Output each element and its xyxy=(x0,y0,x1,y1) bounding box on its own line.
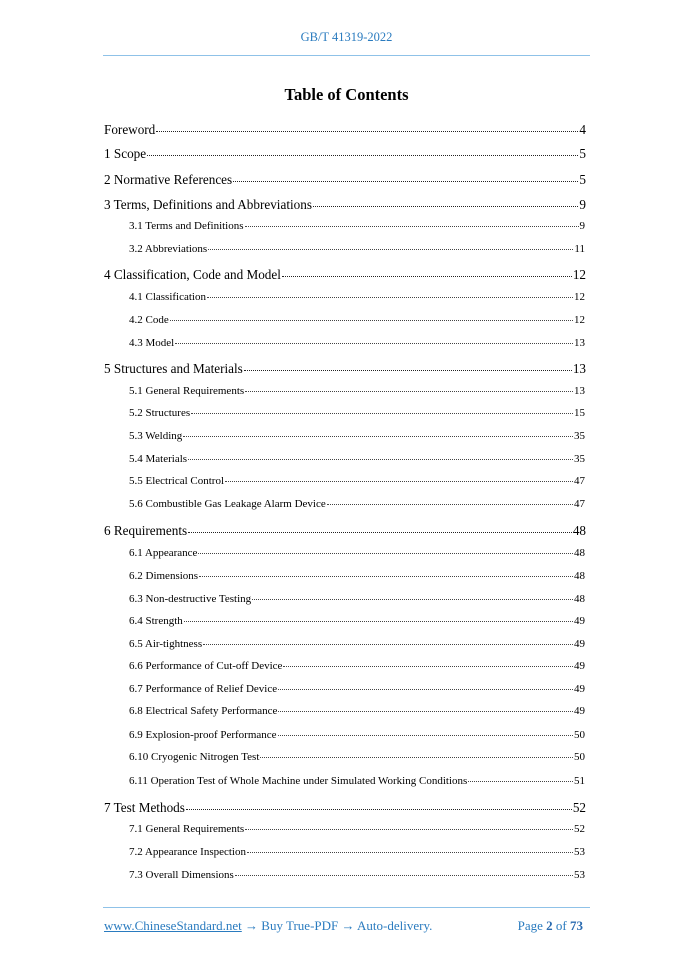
page-label: Page xyxy=(517,918,543,933)
toc-entry-page: 5 xyxy=(579,146,586,161)
toc-entry-page: 48 xyxy=(574,547,585,559)
toc-entry-page: 12 xyxy=(574,314,585,326)
toc-dot-leader xyxy=(184,621,573,622)
toc-entry-title: 5.5 Electrical Control xyxy=(129,475,224,487)
toc-entry-page: 13 xyxy=(572,361,586,376)
toc-entry-page: 48 xyxy=(574,593,585,605)
toc-section-entry[interactable] xyxy=(104,173,586,186)
toc-entry-title: 6.7 Performance of Relief Device xyxy=(129,683,278,695)
toc-entry-title: 6.6 Performance of Cut-off Device xyxy=(129,660,283,672)
toc-entry-title: 3.2 Abbreviations xyxy=(129,243,208,255)
toc-entry-title: 5 Structures and Materials xyxy=(104,361,243,376)
toc-entry-title: 3 Terms, Definitions and Abbreviations xyxy=(104,197,312,212)
toc-entry-page: 53 xyxy=(574,869,585,881)
toc-dot-leader xyxy=(468,781,573,782)
toc-dot-leader xyxy=(188,459,573,460)
toc-entry-page: 53 xyxy=(574,846,585,858)
toc-section-entry[interactable] xyxy=(104,801,586,814)
toc-entry-page: 51 xyxy=(574,775,585,787)
toc-entry-title: 2 Normative References xyxy=(104,172,233,187)
toc-subsection-entry[interactable] xyxy=(129,338,585,349)
page-title: Table of Contents xyxy=(284,85,409,104)
toc-entry-title: 5.6 Combustible Gas Leakage Alarm Device xyxy=(129,498,326,510)
toc-subsection-entry[interactable] xyxy=(129,776,585,787)
website-link[interactable]: www.ChineseStandard.net xyxy=(104,918,242,933)
toc-section-entry[interactable] xyxy=(104,362,586,375)
toc-entry-title: 7.2 Appearance Inspection xyxy=(129,846,246,858)
toc-entry-page: 49 xyxy=(574,705,585,717)
promo-text: → Buy True-PDF → Auto-delivery. xyxy=(241,918,433,933)
toc-subsection-entry[interactable] xyxy=(129,616,585,627)
toc-entry-title: 5.3 Welding xyxy=(129,430,183,442)
footer-divider xyxy=(103,907,590,908)
toc-subsection-entry[interactable] xyxy=(129,454,585,465)
toc-dot-leader xyxy=(278,735,573,736)
toc-entry-page: 49 xyxy=(574,660,585,672)
toc-subsection-entry[interactable] xyxy=(129,706,585,717)
toc-subsection-entry[interactable] xyxy=(129,408,585,419)
toc-section-entry[interactable] xyxy=(104,123,586,136)
toc-dot-leader xyxy=(252,599,573,600)
toc-entry-title: 4.3 Model xyxy=(129,337,175,349)
toc-dot-leader xyxy=(327,504,573,505)
toc-subsection-entry[interactable] xyxy=(129,571,585,582)
toc-dot-leader xyxy=(245,391,573,392)
toc-dot-leader xyxy=(175,343,573,344)
toc-entry-page: 49 xyxy=(574,615,585,627)
toc-dot-leader xyxy=(170,320,573,321)
toc-entry-page: 47 xyxy=(574,498,585,510)
toc-subsection-entry[interactable] xyxy=(129,221,585,232)
toc-entry-page: 49 xyxy=(574,683,585,695)
toc-dot-leader xyxy=(207,297,573,298)
toc-dot-leader xyxy=(278,711,573,712)
total-pages: 73 xyxy=(570,918,583,933)
toc-dot-leader xyxy=(233,181,578,182)
toc-subsection-entry[interactable] xyxy=(129,315,585,326)
toc-dot-leader xyxy=(191,413,573,414)
toc-dot-leader xyxy=(199,576,573,577)
toc-entry-page: 11 xyxy=(574,243,585,255)
toc-dot-leader xyxy=(183,436,573,437)
toc-entry-page: 12 xyxy=(574,291,585,303)
toc-entry-title: 5.4 Materials xyxy=(129,453,188,465)
page-indicator xyxy=(518,918,583,934)
toc-subsection-entry[interactable] xyxy=(129,730,585,741)
toc-subsection-entry[interactable] xyxy=(129,431,585,442)
toc-section-entry[interactable] xyxy=(104,268,586,281)
toc-subsection-entry[interactable] xyxy=(129,639,585,650)
toc-entry-page: 49 xyxy=(574,638,585,650)
toc-dot-leader xyxy=(283,666,573,667)
toc-section-entry[interactable] xyxy=(104,147,586,160)
toc-entry-title: 4 Classification, Code and Model xyxy=(104,267,281,282)
toc-entry-title: 5.2 Structures xyxy=(129,407,191,419)
header-standard-id: GB/T 41319-2022 xyxy=(300,30,393,44)
toc-dot-leader xyxy=(245,226,579,227)
toc-entry-title: 1 Scope xyxy=(104,146,147,161)
toc-subsection-entry[interactable] xyxy=(129,548,585,559)
toc-subsection-entry[interactable] xyxy=(129,244,585,255)
toc-entry-page: 50 xyxy=(574,729,585,741)
toc-entry-page: 9 xyxy=(579,197,586,212)
toc-dot-leader xyxy=(245,829,573,830)
toc-entry-page: 13 xyxy=(574,337,585,349)
toc-dot-leader xyxy=(156,131,578,132)
toc-entry-title: 6.2 Dimensions xyxy=(129,570,199,582)
toc-dot-leader xyxy=(313,206,578,207)
toc-entry-page: 48 xyxy=(572,523,586,538)
footer-promo xyxy=(104,918,432,934)
toc-subsection-entry[interactable] xyxy=(129,499,585,510)
toc-entry-title: 6.3 Non-destructive Testing xyxy=(129,593,252,605)
toc-entry-title: 6.5 Air-tightness xyxy=(129,638,203,650)
toc-entry-title: 6.9 Explosion-proof Performance xyxy=(129,729,277,741)
toc-entry-title: 3.1 Terms and Definitions xyxy=(129,220,244,232)
toc-dot-leader xyxy=(188,532,572,533)
toc-entry-title: 4.1 Classification xyxy=(129,291,206,303)
toc-section-entry[interactable] xyxy=(104,524,586,537)
toc-dot-leader xyxy=(208,249,573,250)
toc-entry-page: 12 xyxy=(572,267,586,282)
toc-entry-page: 52 xyxy=(572,800,586,815)
toc-subsection-entry[interactable] xyxy=(129,661,585,672)
toc-subsection-entry[interactable] xyxy=(129,847,585,858)
toc-entry-page: 4 xyxy=(579,122,586,137)
toc-entry-title: 7.3 Overall Dimensions xyxy=(129,869,234,881)
toc-dot-leader xyxy=(203,644,573,645)
toc-entry-page: 15 xyxy=(574,407,585,419)
toc-subsection-entry[interactable] xyxy=(129,386,585,397)
toc-entry-title: 6.11 Operation Test of Whole Machine under Simulated Working Conditions xyxy=(129,775,468,787)
toc-dot-leader xyxy=(247,852,573,853)
page-of-label: of xyxy=(555,918,567,933)
toc-entry-page: 48 xyxy=(574,570,585,582)
toc-dot-leader xyxy=(244,370,572,371)
toc-entry-page: 9 xyxy=(579,220,585,232)
toc-dot-leader xyxy=(147,155,578,156)
toc-subsection-entry[interactable] xyxy=(129,684,585,695)
toc-subsection-entry[interactable] xyxy=(129,870,585,881)
toc-entry-title: 6.8 Electrical Safety Performance xyxy=(129,705,278,717)
toc-entry-page: 35 xyxy=(574,430,585,442)
toc-entry-title: 7 Test Methods xyxy=(104,800,185,815)
toc-entry-page: 13 xyxy=(574,385,585,397)
toc-dot-leader xyxy=(198,553,573,554)
toc-dot-leader xyxy=(225,481,573,482)
toc-entry-title: 5.1 General Requirements xyxy=(129,385,245,397)
toc-dot-leader xyxy=(278,689,573,690)
toc-subsection-entry[interactable] xyxy=(129,594,585,605)
toc-entry-page: 47 xyxy=(574,475,585,487)
toc-entry-title: 6.4 Strength xyxy=(129,615,183,627)
toc-entry-title: 7.1 General Requirements xyxy=(129,823,245,835)
toc-subsection-entry[interactable] xyxy=(129,476,585,487)
toc-entry-title: 6.1 Appearance xyxy=(129,547,198,559)
toc-dot-leader xyxy=(260,757,573,758)
current-page: 2 xyxy=(546,918,553,933)
toc-entry-page: 5 xyxy=(579,172,586,187)
toc-entry-title: 4.2 Code xyxy=(129,314,169,326)
toc-entry-title: 6 Requirements xyxy=(104,523,188,538)
toc-dot-leader xyxy=(186,809,572,810)
toc-subsection-entry[interactable] xyxy=(129,752,585,763)
toc-entry-title: 6.10 Cryogenic Nitrogen Test xyxy=(129,751,260,763)
toc-entry-page: 50 xyxy=(574,751,585,763)
toc-entry-title: Foreword xyxy=(104,122,156,137)
toc-dot-leader xyxy=(282,276,572,277)
toc-section-entry[interactable] xyxy=(104,198,586,211)
toc-entry-page: 52 xyxy=(574,823,585,835)
toc-dot-leader xyxy=(235,875,573,876)
toc-entry-page: 35 xyxy=(574,453,585,465)
toc-subsection-entry[interactable] xyxy=(129,292,585,303)
toc-subsection-entry[interactable] xyxy=(129,824,585,835)
